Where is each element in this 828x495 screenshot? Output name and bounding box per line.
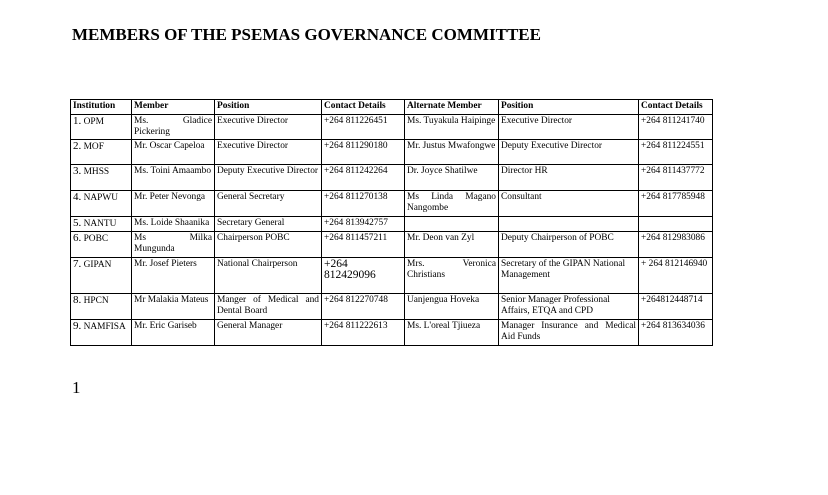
member-cell: Ms. Gladice Pickering xyxy=(132,115,215,140)
row-number: 9. xyxy=(73,320,82,332)
institution-cell xyxy=(71,140,132,165)
contact-cell: +264 812270748 xyxy=(322,294,405,320)
row-number: 3. xyxy=(73,165,82,177)
row-number: 8. xyxy=(73,294,82,306)
table-row xyxy=(71,140,713,165)
contact-cell: +264 813942757 xyxy=(322,217,405,232)
header-position: Position xyxy=(215,100,322,115)
alternate-member-cell xyxy=(405,217,499,232)
row-number: 2. xyxy=(73,140,82,152)
contact-cell: +264 812429096 xyxy=(322,258,405,294)
alternate-member-cell: Uanjengua Hoveka xyxy=(405,294,499,320)
alternate-member-cell: Dr. Joyce Shatilwe xyxy=(405,165,499,191)
alternate-member-cell: Ms. Tuyakula Haipinge xyxy=(405,115,499,140)
institution-cell xyxy=(71,217,132,232)
header-alt-position: Position xyxy=(499,100,639,115)
institution-name: NAPWU xyxy=(83,193,118,203)
alt-contact-cell: +264 811241740 xyxy=(639,115,713,140)
member-cell: Ms. Loide Shaanika xyxy=(132,217,215,232)
alternate-member-cell: Mrs. Veronica Christians xyxy=(405,258,499,294)
institution-name: GIPAN xyxy=(83,260,112,270)
alt-contact-cell xyxy=(639,217,713,232)
institution-cell xyxy=(71,165,132,191)
member-cell: Mr. Oscar Capeloa xyxy=(132,140,215,165)
contact-cell: +264 811222613 xyxy=(322,320,405,346)
institution-name: HPCN xyxy=(83,296,109,306)
alt-position-cell: Manager Insurance and Medical Aid Funds xyxy=(499,320,639,346)
member-cell: Mr Malakia Mateus xyxy=(132,294,215,320)
position-cell: Secretary General xyxy=(215,217,322,232)
table-row xyxy=(71,217,713,232)
alt-position-cell: Deputy Executive Director xyxy=(499,140,639,165)
institution-name: NANTU xyxy=(83,219,117,229)
alt-position-cell: Secretary of the GIPAN National Management xyxy=(499,258,639,294)
member-cell: Mr. Josef Pieters xyxy=(132,258,215,294)
row-number: 4. xyxy=(73,191,82,203)
alt-contact-cell: + 264 812146940 xyxy=(639,258,713,294)
alt-contact-cell: +264812448714 xyxy=(639,294,713,320)
position-cell: General Secretary xyxy=(215,191,322,217)
row-number: 1. xyxy=(73,115,82,127)
table-row xyxy=(71,320,713,346)
contact-cell: +264 811290180 xyxy=(322,140,405,165)
table-row xyxy=(71,294,713,320)
table-row xyxy=(71,191,713,217)
alt-position-cell: Director HR xyxy=(499,165,639,191)
institution-name: MOF xyxy=(83,142,104,152)
alternate-member-cell: Ms. L'oreal Tjiueza xyxy=(405,320,499,346)
alt-position-cell: Deputy Chairperson of POBC xyxy=(499,232,639,258)
position-cell: General Manager xyxy=(215,320,322,346)
row-number: 5. xyxy=(73,217,82,229)
member-cell: Mr. Eric Gariseb xyxy=(132,320,215,346)
institution-name: OPM xyxy=(83,117,104,127)
table-row xyxy=(71,232,713,258)
page-number: 1 xyxy=(72,378,81,397)
table-header-row xyxy=(71,100,713,115)
header-alternate-member: Alternate Member xyxy=(405,100,499,115)
contact-cell: +264 811226451 xyxy=(322,115,405,140)
document-title: MEMBERS OF THE PSEMAS GOVERNANCE COMMITTEE xyxy=(72,25,541,44)
row-number: 7. xyxy=(73,258,82,270)
table-row xyxy=(71,258,713,294)
header-contact: Contact Details xyxy=(322,100,405,115)
alt-position-cell: Consultant xyxy=(499,191,639,217)
institution-cell xyxy=(71,191,132,217)
position-cell: National Chairperson xyxy=(215,258,322,294)
position-cell: Deputy Executive Director xyxy=(215,165,322,191)
committee-table xyxy=(70,99,713,346)
member-cell: Ms Milka Mungunda xyxy=(132,232,215,258)
institution-cell xyxy=(71,232,132,258)
position-cell: Manger of Medical and Dental Board xyxy=(215,294,322,320)
member-cell: Mr. Peter Nevonga xyxy=(132,191,215,217)
institution-name: NAMFISA xyxy=(83,322,126,332)
institution-name: MHSS xyxy=(83,167,110,177)
alt-position-cell xyxy=(499,217,639,232)
alt-contact-cell: +264 811437772 xyxy=(639,165,713,191)
institution-cell xyxy=(71,115,132,140)
member-cell: Ms. Toini Amaambo xyxy=(132,165,215,191)
alternate-member-cell: Ms Linda Magano Nangombe xyxy=(405,191,499,217)
alt-contact-cell: +264 817785948 xyxy=(639,191,713,217)
institution-name: POBC xyxy=(83,234,109,244)
header-institution: Institution xyxy=(71,100,132,115)
position-cell: Executive Director xyxy=(215,115,322,140)
alt-contact-cell: +264 812983086 xyxy=(639,232,713,258)
position-cell: Chairperson POBC xyxy=(215,232,322,258)
row-number: 6. xyxy=(73,232,82,244)
alt-position-cell: Senior Manager Professional Affairs, ETQA and CPD xyxy=(499,294,639,320)
alt-position-cell: Executive Director xyxy=(499,115,639,140)
institution-cell xyxy=(71,320,132,346)
contact-cell: +264 811457211 xyxy=(322,232,405,258)
alt-contact-cell: +264 811224551 xyxy=(639,140,713,165)
institution-cell xyxy=(71,294,132,320)
contact-cell: +264 811242264 xyxy=(322,165,405,191)
institution-cell xyxy=(71,258,132,294)
alt-contact-cell: +264 813634036 xyxy=(639,320,713,346)
header-member: Member xyxy=(132,100,215,115)
position-cell: Executive Director xyxy=(215,140,322,165)
table-row xyxy=(71,165,713,191)
alternate-member-cell: Mr. Deon van Zyl xyxy=(405,232,499,258)
table-row xyxy=(71,115,713,140)
alternate-member-cell: Mr. Justus Mwafongwe xyxy=(405,140,499,165)
header-alt-contact: Contact Details xyxy=(639,100,713,115)
contact-cell: +264 811270138 xyxy=(322,191,405,217)
